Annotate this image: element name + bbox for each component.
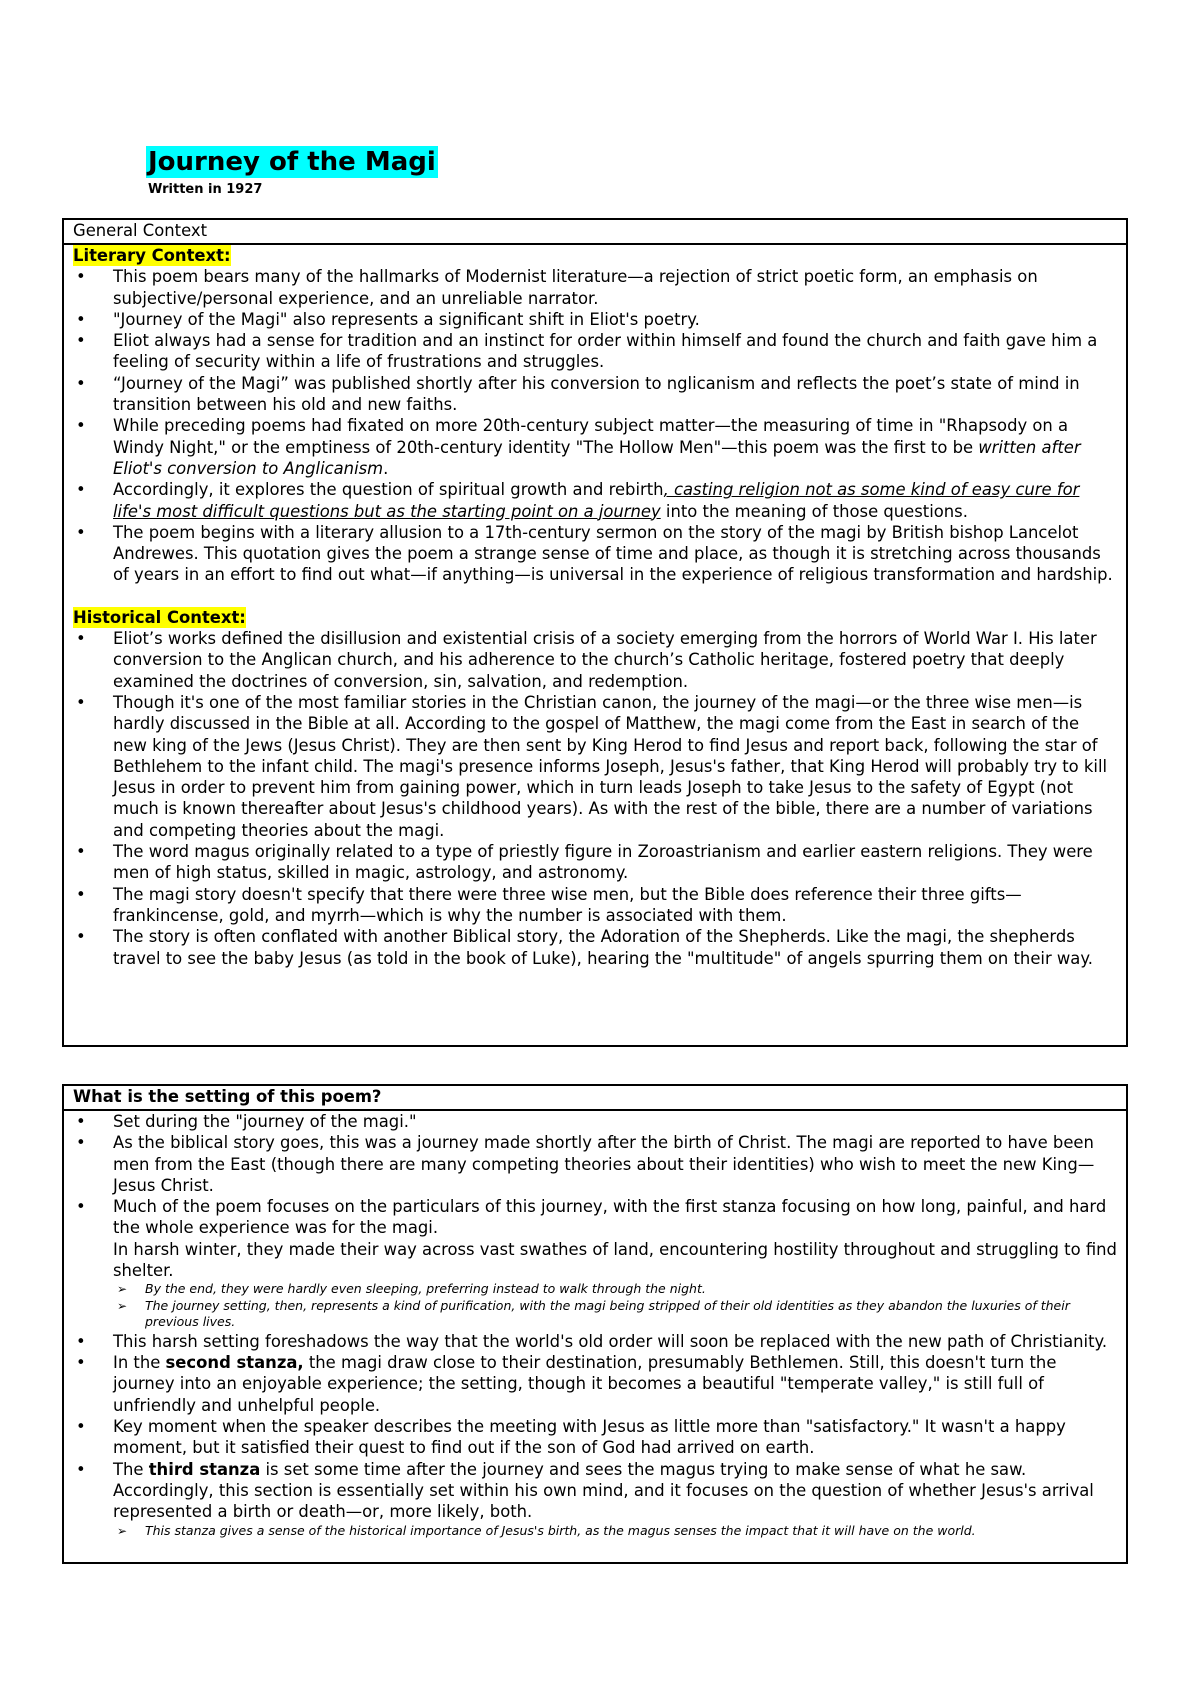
list-item: • “Journey of the Magi” was published shortly after his conversion to nglicanism and reflects the poet’s state of mind in transition between his old and new faiths. [73,373,1117,416]
list-item [73,1352,1117,1416]
list-item [73,479,1117,522]
text-span: the magi draw close to their destination, presumably Bethlemen. Still, this doesn't turn the journey into an enjoyable experience; the setting, though it becomes a beautiful "temperate valley," is still full of unfriendly and unhelpful people. [113,1353,1057,1415]
text-span: While preceding poems had fixated on more 20th-century subject matter—the measuring of time in "Rhapsody on a Windy Night," or the emptiness of 20th-century identity "The Hollow Men"—this poem was the first to be [113,416,1069,457]
list-item [73,1459,1117,1523]
list-item: • Though it's one of the most familiar stories in the Christian canon, the journey of the magi—or the three wise men—is hardly discussed in the Bible at all. According to the gospel of Matthew, the magi come from the East in search of the new king of the Jews (Jesus Christ). They are then sent by King Herod to find Jesus and report back, following the star of Bethlehem to the infant child. The magi's presence informs Joseph, Jesus's father, that King Herod will probably try to kill Jesus in order to prevent him from gaining power, which in turn leads Joseph to take Jesus to the safety of Egypt (not much is known thereafter about Jesus's childhood years). As with the rest of the bible, there are a number of variations and competing theories about the magi. [73,692,1117,841]
list-item [73,1196,1117,1281]
page-subtitle: Written in 1927 [148,182,263,197]
general-context-box [62,218,1128,1047]
italic-text: written after Eliot's conversion to Anglicanism [113,437,1081,478]
text-span: Much of the poem focuses on the particulars of this journey, with the first stanza focusing on how long, painful, and hard the whole experience was for the magi. [113,1197,1107,1238]
setting-box [62,1084,1128,1564]
text-span: In the [113,1353,166,1373]
text-span: In harsh winter, they made their way across vast swathes of land, encountering hostility throughout and struggling to find shelter. [113,1239,1117,1281]
sub-list-item: ➢ The journey setting, then, represents a kind of purification, with the magi being stripped of their old identities as they abandon the luxuries of their previous lives. [73,1298,1117,1331]
literary-context-list [73,266,1117,585]
list-item: • Eliot always had a sense for tradition and an instinct for order within himself and found the church and faith gave him a feeling of security within a life of frustrations and struggles. [73,330,1117,373]
text-span: . [383,458,389,478]
bold-text: third stanza [148,1459,261,1479]
list-item: • The magi story doesn't specify that there were three wise men, but the Bible does reference their three gifts—frankincense, gold, and myrrh—which is why the number is associated with them. [73,884,1117,927]
literary-context-heading: Literary Context: [73,246,231,265]
list-item: • "Journey of the Magi" also represents a significant shift in Eliot's poetry. [73,309,1117,330]
list-item: • The word magus originally related to a type of priestly figure in Zoroastrianism and earlier eastern religions. They were men of high status, skilled in magic, astrology, and astronomy. [73,841,1117,884]
list-item: • Set during the "journey of the magi." [73,1111,1117,1132]
general-context-header: General Context [64,220,1126,245]
text-span: is set some time after the journey and sees the magus trying to make sense of what he saw. Accordingly, this section is essentially set within his own mind, and it focuses on the question of whether Jesus's arrival represented a birth or death—or, more likely, both. [113,1459,1094,1522]
list-item: • The poem begins with a literary allusion to a 17th-century sermon on the story of the magi by British bishop Lancelot Andrewes. This quotation gives the poem a strange sense of time and place, as though it is stretching across thousands of years in an effort to find out what—if anything—is universal in the experience of religious transformation and hardship. [73,522,1117,586]
setting-list [73,1111,1117,1539]
underlined-italic-text: , casting religion not as some kind of easy cure for life's most difficult questions but as the starting point on a journey [113,480,1080,521]
list-item: • The story is often conflated with another Biblical story, the Adoration of the Shepherds. Like the magi, the shepherds travel to see the baby Jesus (as told in the book of Luke), hearing the "multitude" of angels spurring them on their way. [73,926,1117,969]
text-span: The [113,1459,149,1479]
list-item [73,415,1117,479]
historical-context-list [73,628,1117,969]
list-item: • This poem bears many of the hallmarks of Modernist literature—a rejection of strict poetic form, an emphasis on subjective/personal experience, and an unreliable narrator. [73,266,1117,309]
historical-context-heading: Historical Context: [73,607,246,627]
text-span: Accordingly, it explores the question of spiritual growth and rebirth [113,480,664,500]
text-span: into the meaning of those questions. [660,501,968,521]
setting-header: What is the setting of this poem? [64,1086,1126,1111]
list-item: • As the biblical story goes, this was a journey made shortly after the birth of Christ. The magi are reported to have been men from the East (though there are many competing theories about their identities) who wish to meet the new King—Jesus Christ. [73,1132,1117,1196]
list-item: • Key moment when the speaker describes the meeting with Jesus as little more than "satisfactory." It wasn't a happy moment, but it satisfied their quest to find out if the son of God had arrived on earth. [73,1416,1117,1459]
list-item: • Eliot’s works defined the disillusion and existential crisis of a society emerging from the horrors of World War I. His later conversion to the Anglican church, and his adherence to the church’s Catholic heritage, fostered poetry that deeply examined the doctrines of conversion, sin, salvation, and redemption. [73,628,1117,692]
sub-list-item: ➢ This stanza gives a sense of the historical importance of Jesus's birth, as the magus senses the impact that it will have on the world. [73,1523,1117,1540]
sub-list-item: ➢ By the end, they were hardly even sleeping, preferring instead to walk through the night. [73,1281,1117,1298]
list-item: • This harsh setting foreshadows the way that the world's old order will soon be replaced with the new path of Christianity. [73,1331,1117,1352]
bold-text: second stanza, [165,1353,304,1373]
page-title: Journey of the Magi [148,147,436,177]
